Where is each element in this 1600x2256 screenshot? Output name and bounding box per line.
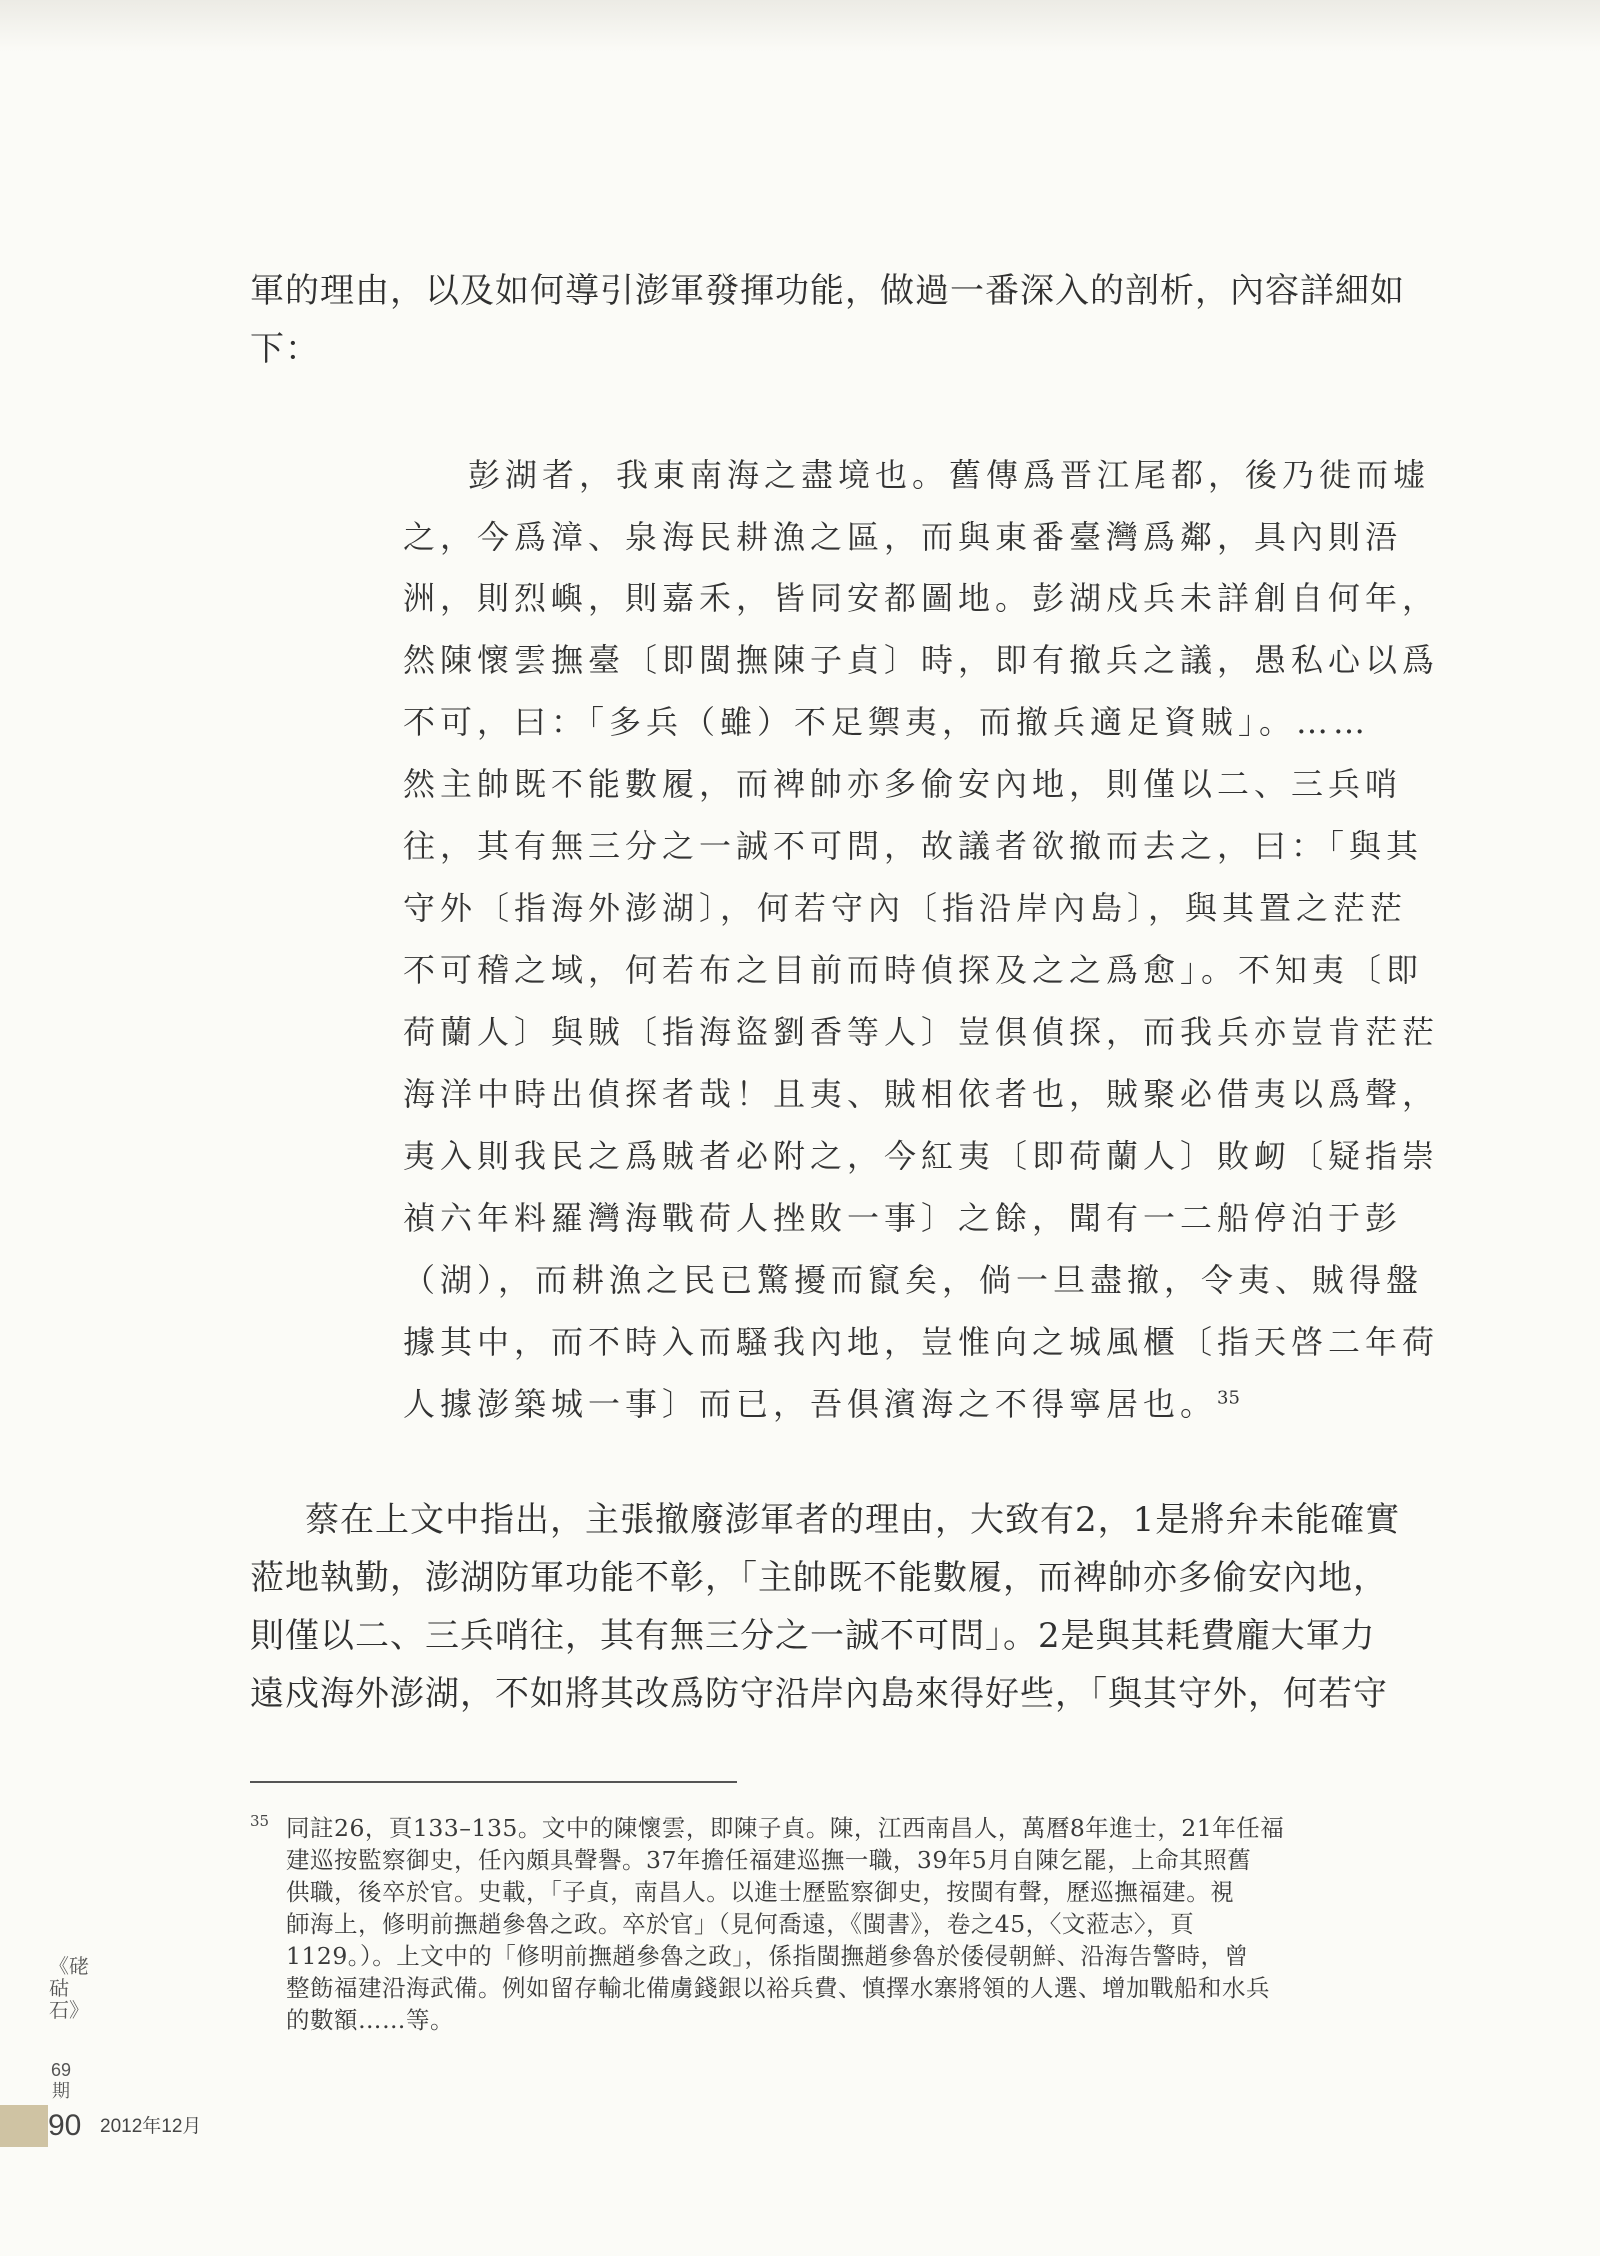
footnote-line-2: 建巡按監察御史，任內頗具聲譽。37年擔任福建巡撫一職，39年5月自陳乞罷，上命其照舊: [286, 1846, 1252, 1874]
intro-line-2: 下：: [250, 329, 320, 369]
quote-line-6: 然主帥既不能數履，而裨帥亦多偷安內地，則僅以二、三兵哨: [403, 765, 1403, 803]
intro-line-1: 軍的理由，以及如何導引澎軍發揮功能，做過一番深入的剖析，內容詳細如: [250, 271, 1405, 311]
quote-line-8: 守外〔指海外澎湖〕，何若守內〔指沿岸內島〕，與其置之茫茫: [403, 889, 1408, 927]
quote-line-1: 彭湖者，我東南海之盡境也。舊傳爲晋江尾都，後乃徙而墟: [468, 456, 1431, 494]
page-number: 90: [48, 2109, 82, 2142]
footnote-ref-35[interactable]: 35: [1217, 1387, 1240, 1409]
page-top-shadow: [0, 0, 1600, 52]
footnote-line-5: 1129。）。上文中的「修明前撫趙參魯之政」，係指閩撫趙參魯於倭侵朝鮮、沿海告警時，曾: [286, 1942, 1249, 1970]
quote-line-10: 荷蘭人〕與賊〔指海盜劉香等人〕豈俱偵探，而我兵亦豈肯茫茫: [403, 1013, 1440, 1051]
quote-line-4: 然陳懷雲撫臺〔即閩撫陳子貞〕時，即有撤兵之議，愚私心以爲: [403, 641, 1440, 679]
quote-line-16-text: 人據澎築城一事〕而已，吾俱濱海之不得寧居也。: [403, 1385, 1218, 1423]
footnote-line-4: 師海上，修明前撫趙參魯之政。卒於官」（見何喬遠，《閩書》，卷之45，〈文蒞志〉，頁: [286, 1910, 1195, 1938]
footnote-line-1: 同註26，頁133–135。文中的陳懷雲，即陳子貞。陳，江西南昌人，萬曆8年進士，21年任福: [286, 1814, 1285, 1842]
journal-title-vertical: 《硓𥑮石》: [49, 1954, 89, 2022]
quote-line-14: （湖），而耕漁之民已驚擾而竄矣，倘一旦盡撤，令夷、賊得盤: [403, 1261, 1424, 1299]
issue-number: 69期: [50, 2060, 72, 2101]
quote-line-13: 禎六年料羅灣海戰荷人挫敗一事〕之餘，聞有一二船停泊于彭: [403, 1199, 1403, 1237]
quote-line-12: 夷入則我民之爲賊者必附之，今紅夷〔即荷蘭人〕敗衂〔疑指崇: [403, 1137, 1440, 1175]
quote-line-16: [403, 1382, 1443, 1428]
analysis-line-2: 蒞地執勤，澎湖防軍功能不彰，「主帥既不能數履，而裨帥亦多偷安內地，: [250, 1558, 1388, 1598]
issue-date: 2012年12月: [100, 2116, 202, 2137]
analysis-line-4: 遠戍海外澎湖，不如將其改爲防守沿岸內島來得好些，「與其守外，何若守: [250, 1674, 1388, 1714]
footnote-line-3: 供職，後卒於官。史載，「子貞，南昌人。以進士歷監察御史，按閩有聲，歷巡撫福建。視: [286, 1878, 1235, 1906]
analysis-line-3: 則僅以二、三兵哨往，其有無三分之一誠不可問」。2是與其耗費龐大軍力: [250, 1616, 1376, 1656]
footnote-line-7: 的數額……等。: [286, 2006, 454, 2034]
quote-line-2: 之，今爲漳、泉海民耕漁之區，而與東番臺灣爲鄰，具內則浯: [403, 518, 1403, 556]
quote-line-7: 往，其有無三分之一誠不可問，故議者欲撤而去之，曰：「與其: [403, 827, 1424, 865]
quote-line-9: 不可稽之域，何若布之目前而時偵探及之之爲愈」。不知夷〔即: [403, 951, 1424, 989]
footnote-line-6: 整飭福建沿海武備。例如留存輸北備虜錢銀以裕兵費、慎擇水寨將領的人選、增加戰船和水兵: [286, 1974, 1270, 2002]
analysis-line-1: 蔡在上文中指出，主張撤廢澎軍者的理由，大致有2，1是將弁未能確實: [305, 1500, 1401, 1540]
quote-line-15: 據其中，而不時入而騷我內地，豈惟向之城風櫃〔指天啓二年荷: [403, 1323, 1440, 1361]
footnote-divider: [250, 1781, 737, 1783]
quote-line-11: 海洋中時出偵探者哉！且夷、賊相依者也，賊聚必借夷以爲聲，: [403, 1075, 1440, 1113]
page-number-tab: [0, 2105, 48, 2147]
quote-line-3: 洲，則烈嶼，則嘉禾，皆同安都圖地。彭湖戍兵未詳創自何年，: [403, 579, 1440, 617]
footnote-number: 35: [250, 1812, 270, 1830]
quote-line-5: 不可，曰：「多兵（雖）不足禦夷，而撤兵適足資賊」。……: [403, 703, 1371, 741]
